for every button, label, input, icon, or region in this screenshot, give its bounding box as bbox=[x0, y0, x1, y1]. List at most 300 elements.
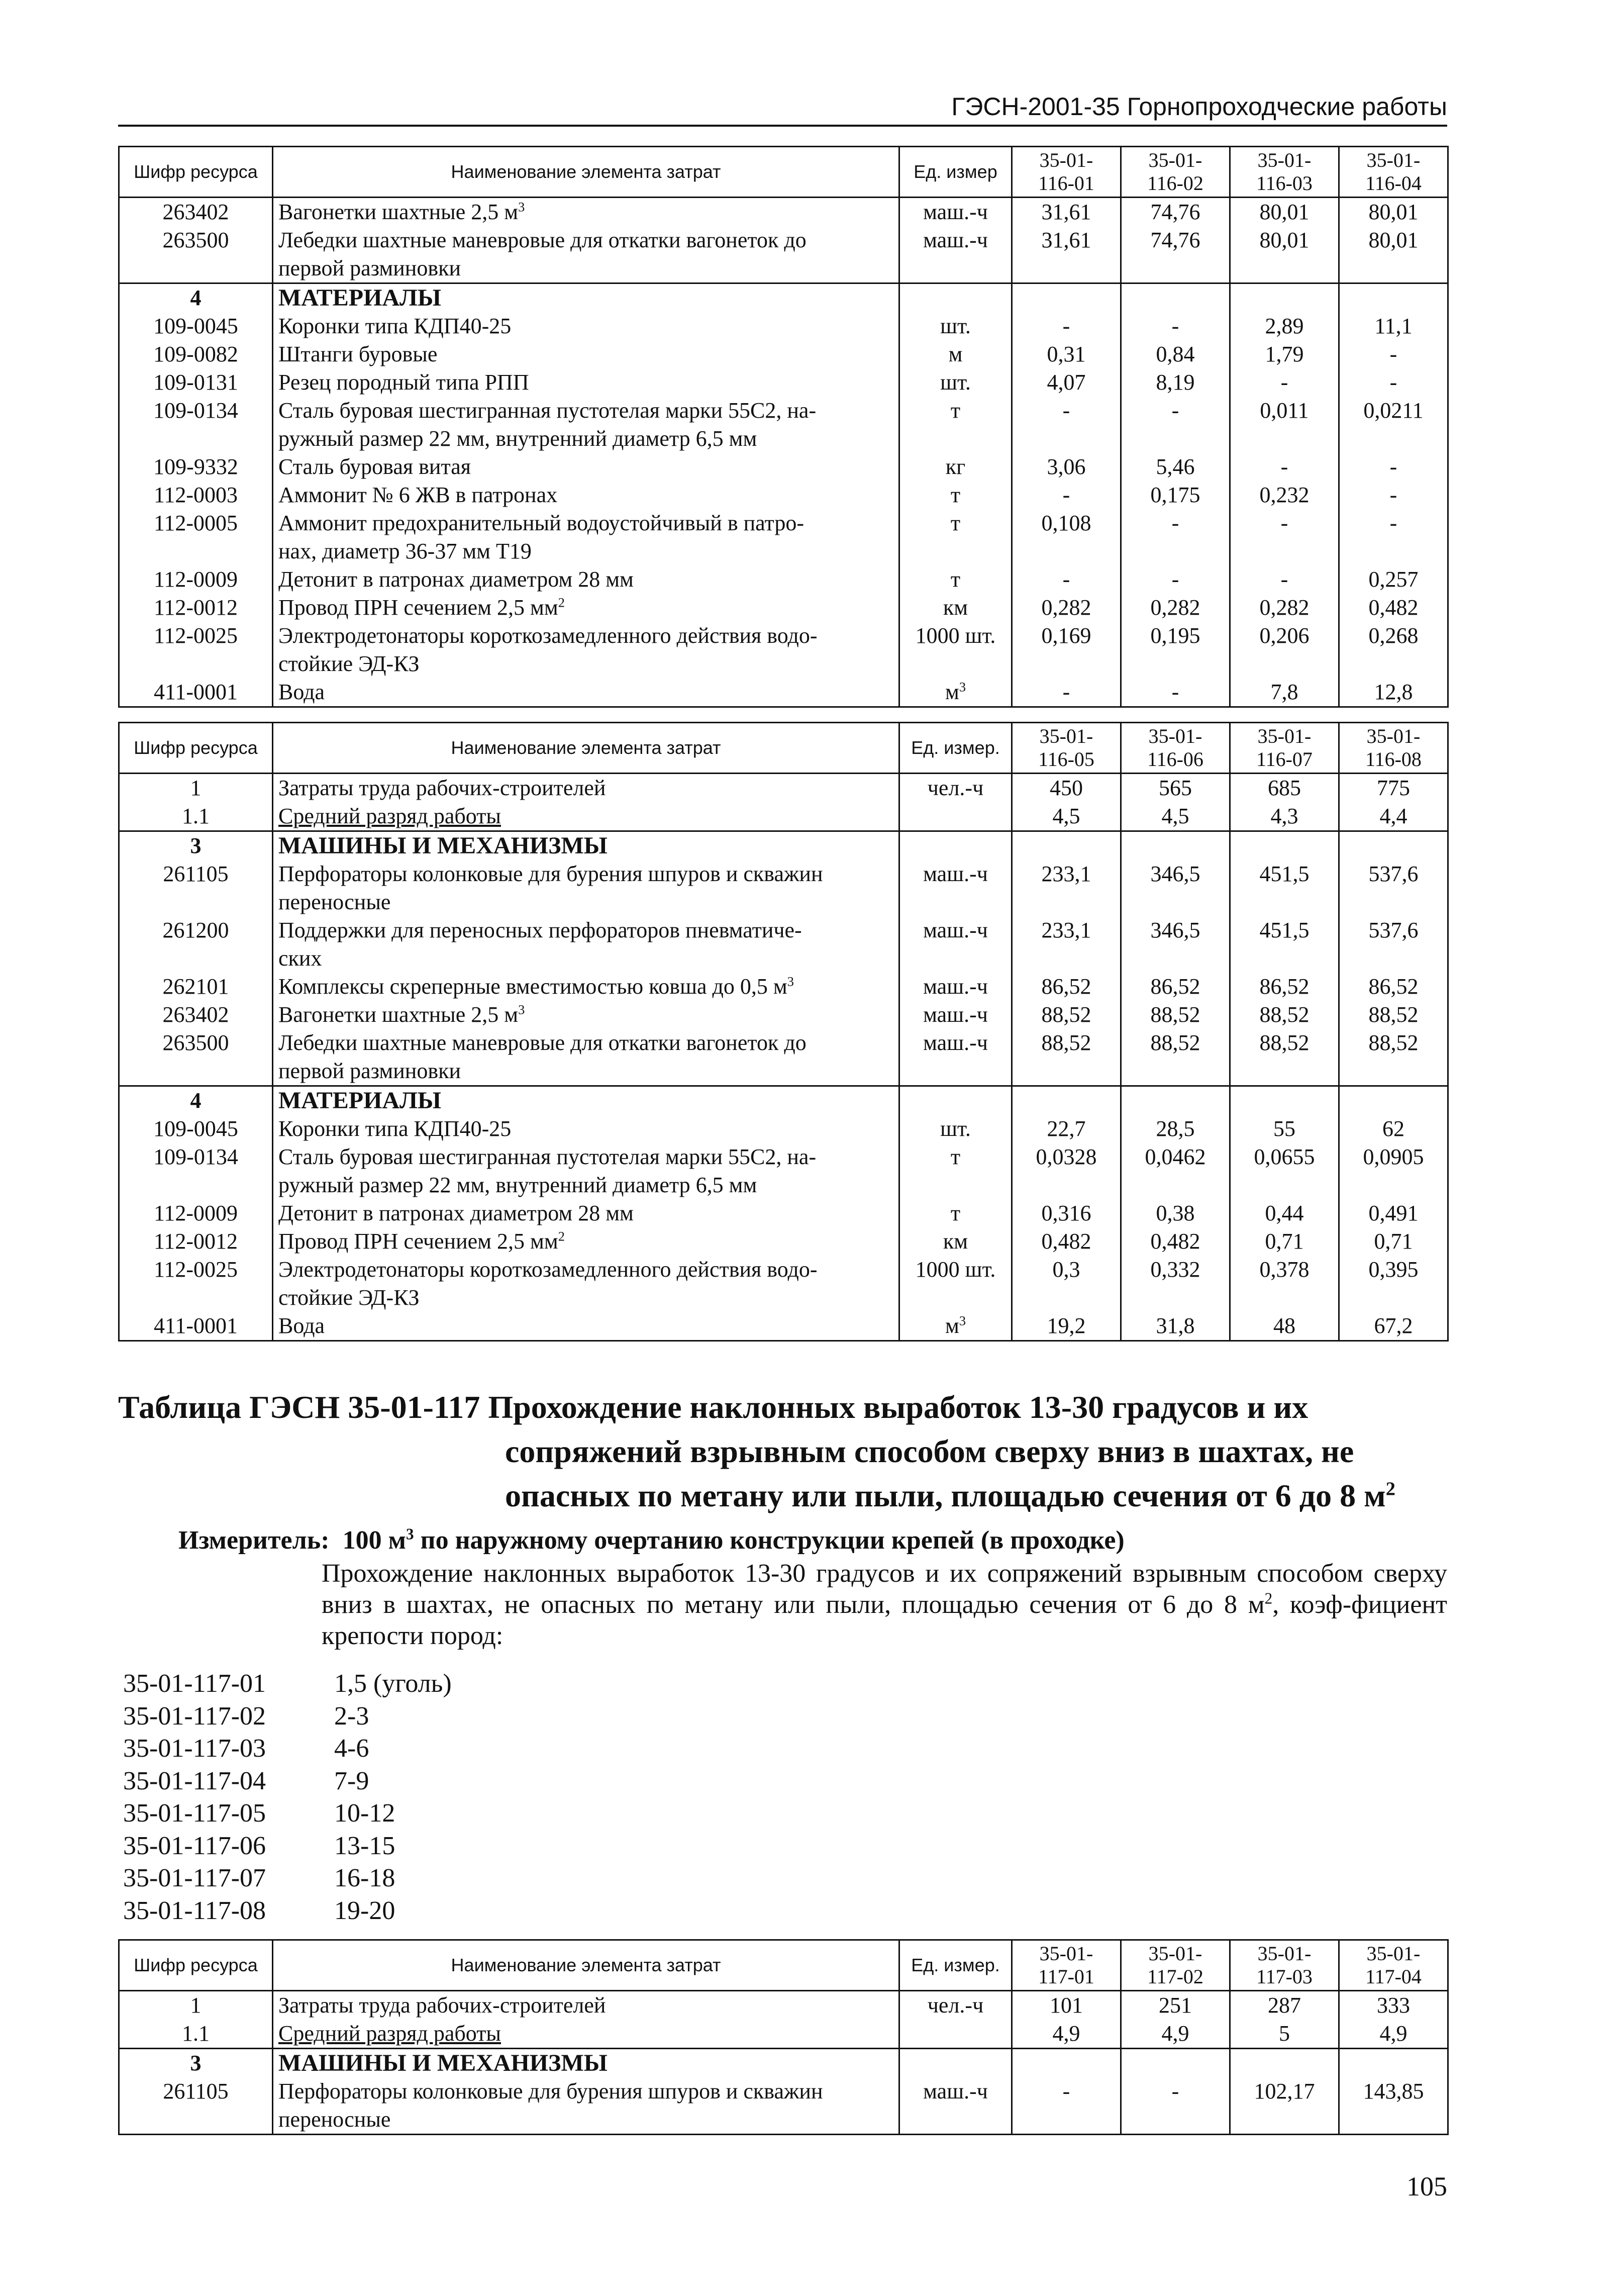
resource-code: 263500 bbox=[119, 1029, 273, 1086]
norm-value: 88,52 bbox=[1339, 1029, 1448, 1086]
unit-of-measure: $м^3$ bbox=[899, 678, 1012, 707]
norm-value: 0,482 bbox=[1121, 1227, 1230, 1256]
resource-code: 261105 bbox=[119, 2077, 273, 2135]
norm-value: 0,282 bbox=[1012, 594, 1121, 622]
norm-value: - bbox=[1121, 565, 1230, 594]
norm-value: 4,07 bbox=[1012, 368, 1121, 397]
unit-of-measure bbox=[899, 831, 1012, 860]
cost-element-name: Затраты труда рабочих-строителей bbox=[273, 1991, 899, 2020]
resource-code: 109-0134 bbox=[119, 1143, 273, 1199]
norm-value: 0,011 bbox=[1230, 397, 1339, 453]
norm-value: 31,8 bbox=[1121, 1312, 1230, 1341]
rate-code-item: 35-01-117-07 16-18 bbox=[123, 1864, 395, 1892]
norm-value: 0,195 bbox=[1121, 622, 1230, 678]
rate-code-list bbox=[123, 1668, 726, 1927]
resource-code: 263500 bbox=[119, 226, 273, 283]
unit-of-measure bbox=[899, 2049, 1012, 2078]
norm-value: 0,378 bbox=[1230, 1256, 1339, 1312]
norm-value: 4,5 bbox=[1012, 802, 1121, 831]
cost-element-name: Перфораторы колонковые для бурения шпуров и скважин переносные bbox=[273, 860, 899, 916]
resource-code: 109-0134 bbox=[119, 397, 273, 453]
cost-element-name: Аммонит предохранительный водоустойчивый в патро- нах, диаметр 36-37 мм Т19 bbox=[273, 509, 899, 565]
cost-element-name: Провод ПРН сечением 2,5 $мм^2$ bbox=[273, 594, 899, 622]
norm-value: - bbox=[1012, 481, 1121, 509]
header-rate-code: 35-01- 116-08 bbox=[1339, 723, 1448, 774]
norm-value: 101 bbox=[1012, 1991, 1121, 2020]
table-row bbox=[119, 622, 1448, 678]
unit-of-measure bbox=[899, 802, 1012, 831]
norm-value: 450 bbox=[1012, 774, 1121, 803]
norm-value: 3,06 bbox=[1012, 453, 1121, 481]
unit-of-measure: км bbox=[899, 1227, 1012, 1256]
section-row bbox=[119, 1086, 1448, 1115]
resource-code: 3 bbox=[119, 831, 273, 860]
norm-value: 86,52 bbox=[1339, 973, 1448, 1001]
resource-code: 112-0012 bbox=[119, 1227, 273, 1256]
norm-value bbox=[1121, 283, 1230, 313]
table-row bbox=[119, 1029, 1448, 1086]
cost-element-name: Детонит в патронах диаметром 28 мм bbox=[273, 1199, 899, 1227]
cost-element-name: Вода bbox=[273, 678, 899, 707]
norm-value: 0,482 bbox=[1012, 1227, 1121, 1256]
norm-value: 8,19 bbox=[1121, 368, 1230, 397]
cost-element-name: Поддержки для переносных перфораторов пневматиче- ских bbox=[273, 916, 899, 973]
norm-value: 287 bbox=[1230, 1991, 1339, 2020]
resource-table-117-01-04 bbox=[118, 1939, 1449, 2135]
cost-element-name: Коронки типа КДП40-25 bbox=[273, 312, 899, 340]
table-row bbox=[119, 1991, 1448, 2020]
norm-value: 55 bbox=[1230, 1115, 1339, 1143]
page-number: 105 bbox=[1406, 2171, 1447, 2202]
norm-value: - bbox=[1230, 453, 1339, 481]
norm-value: 1,79 bbox=[1230, 340, 1339, 368]
norm-value bbox=[1339, 831, 1448, 860]
unit-of-measure: т bbox=[899, 1199, 1012, 1227]
norm-value: 88,52 bbox=[1121, 1001, 1230, 1029]
cost-element-name: МАТЕРИАЛЫ bbox=[273, 1086, 899, 1115]
unit-of-measure: маш.-ч bbox=[899, 1001, 1012, 1029]
header-rate-code: 35-01- 116-05 bbox=[1012, 723, 1121, 774]
norm-value: 0,257 bbox=[1339, 565, 1448, 594]
header-resource-code: Шифр ресурса bbox=[119, 1940, 273, 1991]
header-cost-element: Наименование элемента затрат bbox=[273, 723, 899, 774]
norm-value: 0,175 bbox=[1121, 481, 1230, 509]
table-row bbox=[119, 509, 1448, 565]
norm-value: 28,5 bbox=[1121, 1115, 1230, 1143]
unit-of-measure: т bbox=[899, 565, 1012, 594]
norm-value: 4,9 bbox=[1121, 2020, 1230, 2049]
unit-of-measure: кг bbox=[899, 453, 1012, 481]
norm-value bbox=[1230, 831, 1339, 860]
norm-value bbox=[1230, 1086, 1339, 1115]
unit-of-measure: маш.-ч bbox=[899, 973, 1012, 1001]
header-rate-code: 35-01- 117-03 bbox=[1230, 1940, 1339, 1991]
unit-of-measure: т bbox=[899, 481, 1012, 509]
cost-element-name: МАТЕРИАЛЫ bbox=[273, 283, 899, 313]
table-row bbox=[119, 2020, 1448, 2049]
resource-code: 112-0025 bbox=[119, 622, 273, 678]
norm-value: 19,2 bbox=[1012, 1312, 1121, 1341]
norm-value: 4,5 bbox=[1121, 802, 1230, 831]
norm-value: 74,76 bbox=[1121, 226, 1230, 283]
norm-value: 31,61 bbox=[1012, 198, 1121, 227]
norm-value: 0,0462 bbox=[1121, 1143, 1230, 1199]
header-resource-code: Шифр ресурса bbox=[119, 723, 273, 774]
rate-code-item: 35-01-117-08 19-20 bbox=[123, 1896, 395, 1925]
unit-of-measure: маш.-ч bbox=[899, 860, 1012, 916]
norm-value: 346,5 bbox=[1121, 860, 1230, 916]
table-row bbox=[119, 565, 1448, 594]
cost-element-name: Вода bbox=[273, 1312, 899, 1341]
norm-value bbox=[1012, 831, 1121, 860]
table-row bbox=[119, 226, 1448, 283]
norm-value: - bbox=[1339, 509, 1448, 565]
norm-value: 565 bbox=[1121, 774, 1230, 803]
measurement-unit bbox=[178, 1525, 1447, 1556]
resource-code: 112-0009 bbox=[119, 1199, 273, 1227]
resource-code: 1.1 bbox=[119, 2020, 273, 2049]
unit-of-measure: шт. bbox=[899, 1115, 1012, 1143]
cost-element-name: Коронки типа КДП40-25 bbox=[273, 1115, 899, 1143]
resource-code: 4 bbox=[119, 1086, 273, 1115]
cost-element-name: Лебедки шахтные маневровые для откатки вагонеток до первой разминовки bbox=[273, 226, 899, 283]
cost-element-name: Вагонетки шахтные 2,5 $м^3$ bbox=[273, 1001, 899, 1029]
title-line: Таблица ГЭСН 35-01-117 Прохождение наклонных выработок 13-30 градусов и их bbox=[118, 1389, 1308, 1425]
table-row bbox=[119, 973, 1448, 1001]
resource-code: 109-0045 bbox=[119, 312, 273, 340]
norm-value: 4,3 bbox=[1230, 802, 1339, 831]
header-cost-element: Наименование элемента затрат bbox=[273, 147, 899, 198]
norm-value: 88,52 bbox=[1012, 1001, 1121, 1029]
norm-value: 12,8 bbox=[1339, 678, 1448, 707]
header-rate-code: 35-01- 116-02 bbox=[1121, 147, 1230, 198]
rate-code-item: 35-01-117-06 13-15 bbox=[123, 1831, 395, 1860]
norm-value: - bbox=[1121, 397, 1230, 453]
section-row bbox=[119, 283, 1448, 313]
table-row bbox=[119, 1143, 1448, 1199]
norm-value: 0,206 bbox=[1230, 622, 1339, 678]
norm-value: 0,0905 bbox=[1339, 1143, 1448, 1199]
section-row bbox=[119, 2049, 1448, 2078]
table-row bbox=[119, 774, 1448, 803]
norm-value: 0,282 bbox=[1121, 594, 1230, 622]
norm-value: 537,6 bbox=[1339, 916, 1448, 973]
norm-value: 74,76 bbox=[1121, 198, 1230, 227]
norm-value: 451,5 bbox=[1230, 860, 1339, 916]
resource-code: 112-0005 bbox=[119, 509, 273, 565]
norm-value: 0,38 bbox=[1121, 1199, 1230, 1227]
table-row bbox=[119, 678, 1448, 707]
norm-value: - bbox=[1012, 2077, 1121, 2135]
norm-value bbox=[1012, 2049, 1121, 2078]
header-rate-code: 35-01- 116-01 bbox=[1012, 147, 1121, 198]
norm-value: 0,395 bbox=[1339, 1256, 1448, 1312]
norm-value: - bbox=[1121, 312, 1230, 340]
norm-value bbox=[1012, 1086, 1121, 1115]
norm-value: 233,1 bbox=[1012, 916, 1121, 973]
header-rate-code: 35-01- 117-04 bbox=[1339, 1940, 1448, 1991]
norm-value: 4,9 bbox=[1012, 2020, 1121, 2049]
norm-value: 0,0211 bbox=[1339, 397, 1448, 453]
norm-value: 7,8 bbox=[1230, 678, 1339, 707]
norm-value: 0,268 bbox=[1339, 622, 1448, 678]
norm-value: 233,1 bbox=[1012, 860, 1121, 916]
norm-value: 0,232 bbox=[1230, 481, 1339, 509]
cost-element-name: Детонит в патронах диаметром 28 мм bbox=[273, 565, 899, 594]
unit-of-measure: маш.-ч bbox=[899, 2077, 1012, 2135]
table-row bbox=[119, 397, 1448, 453]
norm-value: 102,17 bbox=[1230, 2077, 1339, 2135]
unit-of-measure: шт. bbox=[899, 312, 1012, 340]
norm-value: - bbox=[1012, 397, 1121, 453]
resource-code: 3 bbox=[119, 2049, 273, 2078]
norm-value: 0,169 bbox=[1012, 622, 1121, 678]
norm-value bbox=[1230, 283, 1339, 313]
unit-of-measure: 1000 шт. bbox=[899, 622, 1012, 678]
resource-code: 411-0001 bbox=[119, 1312, 273, 1341]
norm-value: 685 bbox=[1230, 774, 1339, 803]
unit-of-measure: $м^3$ bbox=[899, 1312, 1012, 1341]
header-unit: Ед. измер. bbox=[899, 723, 1012, 774]
measurement-value: 100 $м^3$ по наружному очертанию конструкции крепей (в проходке) bbox=[342, 1525, 1125, 1555]
norm-value: 86,52 bbox=[1230, 973, 1339, 1001]
norm-value: - bbox=[1012, 678, 1121, 707]
norm-value: 11,1 bbox=[1339, 312, 1448, 340]
norm-value: - bbox=[1121, 2077, 1230, 2135]
resource-code: 4 bbox=[119, 283, 273, 313]
table-row bbox=[119, 312, 1448, 340]
norm-value: 86,52 bbox=[1121, 973, 1230, 1001]
norm-value: - bbox=[1012, 312, 1121, 340]
header-rate-code: 35-01- 116-06 bbox=[1121, 723, 1230, 774]
norm-value: 0,108 bbox=[1012, 509, 1121, 565]
table-row bbox=[119, 1312, 1448, 1341]
norm-value: 775 bbox=[1339, 774, 1448, 803]
norm-value: 0,44 bbox=[1230, 1199, 1339, 1227]
norm-value: 0,84 bbox=[1121, 340, 1230, 368]
rate-code-item: 35-01-117-03 4-6 bbox=[123, 1734, 369, 1763]
table-header-row bbox=[119, 147, 1448, 198]
resource-code: 109-0131 bbox=[119, 368, 273, 397]
unit-of-measure: маш.-ч bbox=[899, 226, 1012, 283]
norm-value: 80,01 bbox=[1230, 198, 1339, 227]
table-row bbox=[119, 481, 1448, 509]
title-line: сопряжений взрывным способом сверху вниз в шахтах, не bbox=[505, 1433, 1354, 1469]
resource-code: 261200 bbox=[119, 916, 273, 973]
norm-value: 0,31 bbox=[1012, 340, 1121, 368]
unit-of-measure bbox=[899, 2020, 1012, 2049]
cost-element-name: Лебедки шахтные маневровые для откатки вагонеток до первой разминовки bbox=[273, 1029, 899, 1086]
header-rate-code: 35-01- 117-01 bbox=[1012, 1940, 1121, 1991]
norm-value: 22,7 bbox=[1012, 1115, 1121, 1143]
norm-value: - bbox=[1230, 509, 1339, 565]
unit-of-measure: чел.-ч bbox=[899, 1991, 1012, 2020]
table-row bbox=[119, 916, 1448, 973]
rate-code-item: 35-01-117-02 2-3 bbox=[123, 1701, 369, 1731]
resource-table-116-01-04 bbox=[118, 146, 1449, 708]
rate-code-item: 35-01-117-01 1,5 (уголь) bbox=[123, 1669, 452, 1698]
norm-value: 62 bbox=[1339, 1115, 1448, 1143]
norm-value: 0,316 bbox=[1012, 1199, 1121, 1227]
cost-element-name: Средний разряд работы bbox=[273, 2020, 899, 2049]
norm-value: - bbox=[1230, 368, 1339, 397]
norm-value: 5,46 bbox=[1121, 453, 1230, 481]
table-row bbox=[119, 2077, 1448, 2135]
cost-element-name: Электродетонаторы короткозамедленного действия водо- стойкие ЭД-КЗ bbox=[273, 1256, 899, 1312]
norm-value: 537,6 bbox=[1339, 860, 1448, 916]
norm-value bbox=[1121, 2049, 1230, 2078]
measurement-label: Измеритель: bbox=[178, 1526, 330, 1555]
resource-code: 112-0003 bbox=[119, 481, 273, 509]
norm-value: 0,482 bbox=[1339, 594, 1448, 622]
header-unit: Ед. измер. bbox=[899, 1940, 1012, 1991]
norm-value: 251 bbox=[1121, 1991, 1230, 2020]
title-line: опасных по метану или пыли, площадью сечения от 6 до 8 $м^2$ bbox=[505, 1478, 1395, 1513]
resource-code: 109-0045 bbox=[119, 1115, 273, 1143]
norm-value: 451,5 bbox=[1230, 916, 1339, 973]
section-row bbox=[119, 831, 1448, 860]
table-header-row bbox=[119, 723, 1448, 774]
unit-of-measure: маш.-ч bbox=[899, 1029, 1012, 1086]
norm-value: 86,52 bbox=[1012, 973, 1121, 1001]
norm-value: - bbox=[1339, 481, 1448, 509]
norm-value: 48 bbox=[1230, 1312, 1339, 1341]
norm-value: 0,332 bbox=[1121, 1256, 1230, 1312]
table-row bbox=[119, 340, 1448, 368]
unit-of-measure: шт. bbox=[899, 368, 1012, 397]
resource-code: 263402 bbox=[119, 1001, 273, 1029]
header-cost-element: Наименование элемента затрат bbox=[273, 1940, 899, 1991]
norm-value: 346,5 bbox=[1121, 916, 1230, 973]
table-title bbox=[118, 1385, 1447, 1518]
cost-element-name: Перфораторы колонковые для бурения шпуров и скважин переносные bbox=[273, 2077, 899, 2135]
cost-element-name: Сталь буровая шестигранная пустотелая марки 55С2, на- ружный размер 22 мм, внутренний диаметр 6,5 мм bbox=[273, 1143, 899, 1199]
norm-value: 80,01 bbox=[1230, 226, 1339, 283]
cost-element-name: Электродетонаторы короткозамедленного действия водо- стойкие ЭД-КЗ bbox=[273, 622, 899, 678]
resource-code: 109-0082 bbox=[119, 340, 273, 368]
norm-value: 333 bbox=[1339, 1991, 1448, 2020]
unit-of-measure: чел.-ч bbox=[899, 774, 1012, 803]
norm-value: 2,89 bbox=[1230, 312, 1339, 340]
norm-value: 0,0655 bbox=[1230, 1143, 1339, 1199]
unit-of-measure: 1000 шт. bbox=[899, 1256, 1012, 1312]
header-rate-code: 35-01- 116-07 bbox=[1230, 723, 1339, 774]
page-header: ГЭСН-2001-35 Горнопроходческие работы bbox=[118, 88, 1447, 127]
norm-value: 31,61 bbox=[1012, 226, 1121, 283]
resource-code: 1.1 bbox=[119, 802, 273, 831]
norm-value bbox=[1230, 2049, 1339, 2078]
rate-code-item: 35-01-117-05 10-12 bbox=[123, 1799, 395, 1828]
norm-value: 80,01 bbox=[1339, 226, 1448, 283]
cost-element-name: Сталь буровая шестигранная пустотелая марки 55С2, на- ружный размер 22 мм, внутренний диаметр 6,5 мм bbox=[273, 397, 899, 453]
resource-code: 112-0025 bbox=[119, 1256, 273, 1312]
resource-code: 261105 bbox=[119, 860, 273, 916]
resource-code: 112-0009 bbox=[119, 565, 273, 594]
cost-element-name: Аммонит № 6 ЖВ в патронах bbox=[273, 481, 899, 509]
norm-value: 88,52 bbox=[1230, 1029, 1339, 1086]
norm-value: 0,3 bbox=[1012, 1256, 1121, 1312]
table-row bbox=[119, 453, 1448, 481]
unit-of-measure bbox=[899, 1086, 1012, 1115]
cost-element-name: МАШИНЫ И МЕХАНИЗМЫ bbox=[273, 2049, 899, 2078]
norm-value: 4,9 bbox=[1339, 2020, 1448, 2049]
norm-value: 4,4 bbox=[1339, 802, 1448, 831]
norm-value: 0,491 bbox=[1339, 1199, 1448, 1227]
unit-of-measure: м bbox=[899, 340, 1012, 368]
norm-value: 143,85 bbox=[1339, 2077, 1448, 2135]
table-row bbox=[119, 198, 1448, 227]
resource-code: 1 bbox=[119, 1991, 273, 2020]
header-resource-code: Шифр ресурса bbox=[119, 147, 273, 198]
table-row bbox=[119, 368, 1448, 397]
unit-of-measure: км bbox=[899, 594, 1012, 622]
norm-value: 67,2 bbox=[1339, 1312, 1448, 1341]
cost-element-name: Штанги буровые bbox=[273, 340, 899, 368]
cost-element-name: Вагонетки шахтные 2,5 $м^3$ bbox=[273, 198, 899, 227]
norm-value bbox=[1339, 2049, 1448, 2078]
norm-value bbox=[1339, 283, 1448, 313]
norm-value bbox=[1339, 1086, 1448, 1115]
unit-of-measure: маш.-ч bbox=[899, 198, 1012, 227]
unit-of-measure: т bbox=[899, 1143, 1012, 1199]
header-unit: Ед. измер bbox=[899, 147, 1012, 198]
norm-value: 0,71 bbox=[1230, 1227, 1339, 1256]
table-row bbox=[119, 1001, 1448, 1029]
norm-value: 5 bbox=[1230, 2020, 1339, 2049]
norm-value: 80,01 bbox=[1339, 198, 1448, 227]
work-description: Прохождение наклонных выработок 13-30 градусов и их сопряжений взрывным способом сверху вниз в шахтах, не опасных по метану или пыли, площадью сечения от 6 до 8 $м^2$, коэф-фициент крепости пород: bbox=[322, 1559, 1447, 1650]
norm-value: 88,52 bbox=[1230, 1001, 1339, 1029]
norm-value bbox=[1121, 1086, 1230, 1115]
unit-of-measure bbox=[899, 283, 1012, 313]
resource-code: 411-0001 bbox=[119, 678, 273, 707]
resource-code: 109-9332 bbox=[119, 453, 273, 481]
norm-value: - bbox=[1230, 565, 1339, 594]
norm-value: 88,52 bbox=[1012, 1029, 1121, 1086]
norm-value: 0,71 bbox=[1339, 1227, 1448, 1256]
rate-code-item: 35-01-117-04 7-9 bbox=[123, 1766, 369, 1795]
cost-element-name: Средний разряд работы bbox=[273, 802, 899, 831]
resource-code: 263402 bbox=[119, 198, 273, 227]
cost-element-name: Сталь буровая витая bbox=[273, 453, 899, 481]
unit-of-measure: маш.-ч bbox=[899, 916, 1012, 973]
norm-value bbox=[1121, 831, 1230, 860]
cost-element-name: Провод ПРН сечением 2,5 $мм^2$ bbox=[273, 1227, 899, 1256]
cost-element-name: МАШИНЫ И МЕХАНИЗМЫ bbox=[273, 831, 899, 860]
norm-value: - bbox=[1121, 509, 1230, 565]
table-row bbox=[119, 1115, 1448, 1143]
header-rate-code: 35-01- 116-04 bbox=[1339, 147, 1448, 198]
unit-of-measure: т bbox=[899, 397, 1012, 453]
table-row bbox=[119, 1199, 1448, 1227]
table-row bbox=[119, 594, 1448, 622]
cost-element-name: Комплексы скреперные вместимостью ковша до 0,5 $м^3$ bbox=[273, 973, 899, 1001]
norm-value: - bbox=[1012, 565, 1121, 594]
norm-value: 88,52 bbox=[1339, 1001, 1448, 1029]
header-rate-code: 35-01- 116-03 bbox=[1230, 147, 1339, 198]
table-row bbox=[119, 1227, 1448, 1256]
cost-element-name: Резец породный типа РПП bbox=[273, 368, 899, 397]
header-rate-code: 35-01- 117-02 bbox=[1121, 1940, 1230, 1991]
table-row bbox=[119, 1256, 1448, 1312]
resource-code: 112-0012 bbox=[119, 594, 273, 622]
resource-code: 1 bbox=[119, 774, 273, 803]
norm-value: - bbox=[1121, 678, 1230, 707]
norm-value: 88,52 bbox=[1121, 1029, 1230, 1086]
norm-value: 0,0328 bbox=[1012, 1143, 1121, 1199]
cost-element-name: Затраты труда рабочих-строителей bbox=[273, 774, 899, 803]
resource-code: 262101 bbox=[119, 973, 273, 1001]
